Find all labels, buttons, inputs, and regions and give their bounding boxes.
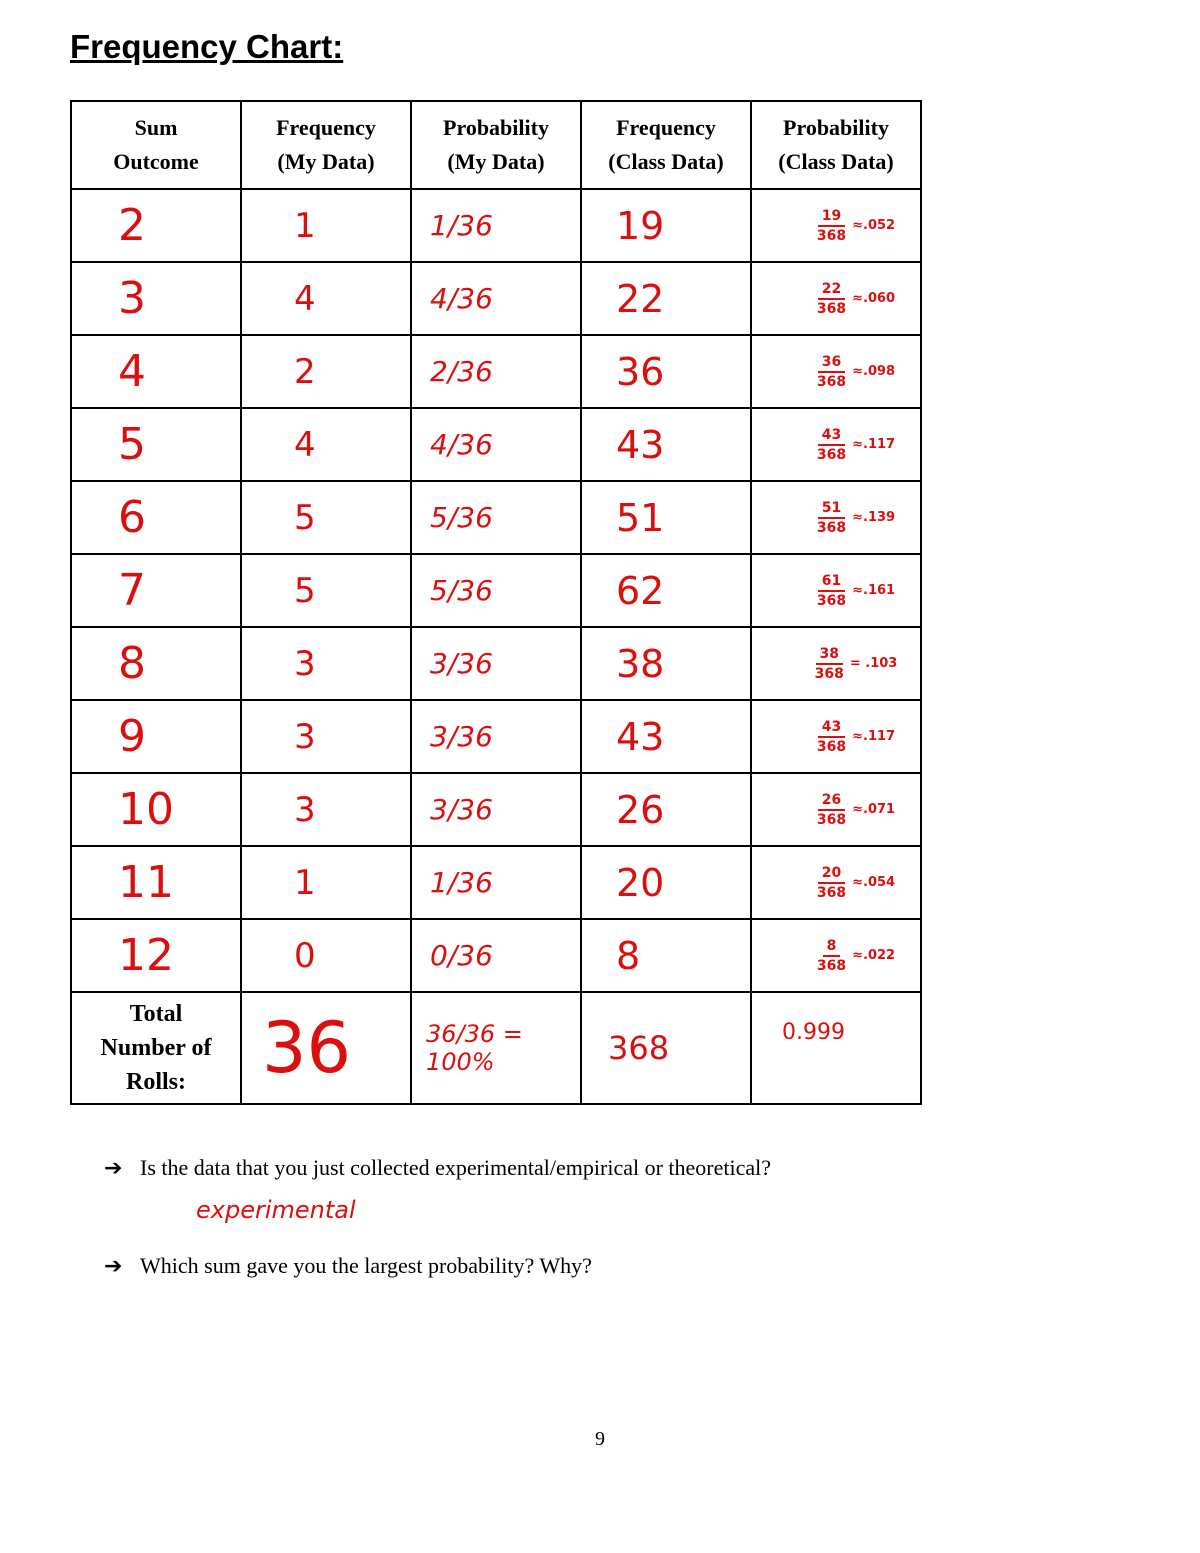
total-frequency-my-data: [241, 992, 411, 1104]
fraction-denominator: 368: [814, 665, 844, 682]
handwritten-answer: experimental: [196, 1196, 356, 1224]
arrow-icon: ➔: [104, 1253, 123, 1278]
fraction-numerator: 43: [818, 718, 845, 738]
fraction-numerator: 8: [823, 937, 841, 957]
handwritten-value: 19: [616, 203, 665, 248]
approx-value: = .103: [849, 656, 898, 671]
table-row: [71, 773, 921, 846]
table-row: [71, 335, 921, 408]
probability-class-cell: [751, 189, 921, 262]
handwritten-value: 12: [118, 930, 174, 981]
arrow-icon: ➔: [104, 1155, 123, 1180]
fraction-denominator: 368: [816, 446, 847, 463]
fraction-numerator: 43: [818, 426, 845, 446]
fraction-numerator: 51: [818, 499, 845, 519]
probability-my-cell: [411, 408, 581, 481]
fraction: [817, 864, 846, 902]
probability-my-cell: [411, 627, 581, 700]
fraction-denominator: 368: [816, 884, 847, 901]
handwritten-value: 5/36: [430, 501, 493, 534]
sum-outcome-cell: [71, 773, 241, 846]
handwritten-value: 36: [616, 349, 665, 394]
total-label-cell: [71, 992, 241, 1104]
frequency-class-cell: [581, 481, 751, 554]
table-row: [71, 627, 921, 700]
table-row: [71, 189, 921, 262]
handwritten-value: 4: [294, 278, 316, 319]
handwritten-value: 8: [616, 933, 641, 978]
fraction: [817, 353, 846, 391]
handwritten-value: 4/36: [430, 428, 493, 461]
handwritten-value: 1: [294, 205, 316, 246]
frequency-my-cell: [241, 700, 411, 773]
handwritten-value: 3: [294, 789, 316, 830]
frequency-class-cell: [581, 335, 751, 408]
handwritten-value: 1/36: [430, 209, 493, 242]
handwritten-value: 43: [616, 422, 665, 467]
fraction-denominator: 368: [816, 738, 847, 755]
fraction-numerator: 22: [818, 280, 845, 300]
fraction-numerator: 38: [816, 645, 843, 665]
header-line: Frequency: [616, 115, 716, 140]
probability-class-cell: [751, 773, 921, 846]
fraction: [817, 280, 846, 318]
handwritten-value: 5: [294, 497, 316, 538]
handwritten-value: 3/36: [430, 793, 493, 826]
handwritten-value: 6: [118, 492, 146, 543]
handwritten-value: 36: [262, 1007, 352, 1089]
header-row: [71, 101, 921, 189]
handwritten-value: 5: [294, 570, 316, 611]
sum-outcome-cell: [71, 481, 241, 554]
handwritten-value: 7: [118, 565, 146, 616]
question-text: Is the data that you just collected experimental/empirical or theoretical?: [140, 1155, 772, 1180]
frequency-my-cell: [241, 408, 411, 481]
table-row: [71, 846, 921, 919]
frequency-table: [70, 100, 922, 1105]
handwritten-value: 368: [608, 1029, 670, 1067]
probability-my-cell: [411, 189, 581, 262]
approx-value: ≈.161: [852, 583, 896, 598]
handwritten-value: 22: [616, 276, 665, 321]
approx-value: ≈.022: [852, 948, 896, 963]
frequency-class-cell: [581, 919, 751, 992]
probability-my-cell: [411, 262, 581, 335]
handwritten-value: 11: [118, 857, 174, 908]
handwritten-value: 8: [118, 638, 146, 689]
frequency-class-cell: [581, 627, 751, 700]
question-2: [104, 1253, 592, 1279]
sum-outcome-cell: [71, 189, 241, 262]
sum-outcome-cell: [71, 919, 241, 992]
handwritten-value: 4: [118, 346, 146, 397]
handwritten-value: 9: [118, 711, 146, 762]
table-row: [71, 700, 921, 773]
fraction: [817, 572, 846, 610]
probability-class-cell: [751, 700, 921, 773]
probability-class-cell: [751, 627, 921, 700]
probability-my-cell: [411, 773, 581, 846]
frequency-my-cell: [241, 481, 411, 554]
handwritten-value: 2: [294, 351, 316, 392]
fraction: [815, 645, 844, 683]
fraction: [817, 426, 846, 464]
total-probability-class-data: [751, 992, 921, 1104]
header-probability-class-data: [751, 101, 921, 189]
probability-class-cell: [751, 408, 921, 481]
header-line: Probability: [783, 115, 889, 140]
probability-class-cell: [751, 335, 921, 408]
handwritten-value: 3: [294, 643, 316, 684]
frequency-my-cell: [241, 846, 411, 919]
handwritten-value: 3: [294, 716, 316, 757]
fraction-denominator: 368: [816, 957, 847, 974]
fraction-denominator: 368: [816, 811, 847, 828]
total-row: [71, 992, 921, 1104]
approx-value: ≈.054: [852, 875, 896, 890]
frequency-my-cell: [241, 773, 411, 846]
handwritten-value: 51: [616, 495, 665, 540]
header-sum-outcome: [71, 101, 241, 189]
fraction: [817, 937, 846, 975]
probability-class-cell: [751, 262, 921, 335]
sum-outcome-cell: [71, 262, 241, 335]
frequency-my-cell: [241, 262, 411, 335]
table-row: [71, 408, 921, 481]
fraction-numerator: 36: [818, 353, 845, 373]
handwritten-value: 62: [616, 568, 665, 613]
handwritten-value: 5: [118, 419, 146, 470]
sum-outcome-cell: [71, 408, 241, 481]
handwritten-value: 4/36: [430, 282, 493, 315]
approx-value: ≈.071: [852, 802, 896, 817]
fraction: [817, 499, 846, 537]
probability-my-cell: [411, 481, 581, 554]
sum-outcome-cell: [71, 554, 241, 627]
total-label-line: Rolls:: [126, 1069, 186, 1095]
total-frequency-class-data: [581, 992, 751, 1104]
approx-value: ≈.117: [852, 729, 896, 744]
approx-value: ≈.098: [852, 364, 896, 379]
sum-outcome-cell: [71, 846, 241, 919]
header-line: (Class Data): [608, 149, 724, 174]
header-line: Frequency: [276, 115, 376, 140]
frequency-class-cell: [581, 773, 751, 846]
frequency-class-cell: [581, 262, 751, 335]
probability-my-cell: [411, 335, 581, 408]
header-frequency-my-data: [241, 101, 411, 189]
handwritten-value: 5/36: [430, 574, 493, 607]
handwritten-value: 0/36: [430, 939, 493, 972]
page-title: Frequency Chart:: [70, 28, 344, 65]
frequency-class-cell: [581, 554, 751, 627]
total-label-line: Number of: [100, 1035, 212, 1061]
fraction-numerator: 19: [818, 207, 845, 227]
header-line: (My Data): [447, 149, 545, 174]
probability-class-cell: [751, 554, 921, 627]
frequency-class-cell: [581, 189, 751, 262]
fraction-denominator: 368: [816, 227, 847, 244]
probability-my-cell: [411, 554, 581, 627]
frequency-my-cell: [241, 189, 411, 262]
handwritten-value: 10: [118, 784, 174, 835]
handwritten-value: 3/36: [430, 720, 493, 753]
probability-my-cell: [411, 846, 581, 919]
handwritten-value: 36/36 = 100%: [426, 1020, 523, 1076]
header-line: Outcome: [113, 149, 199, 174]
handwritten-value: 2: [118, 200, 146, 251]
handwritten-value: 4: [294, 424, 316, 465]
fraction: [817, 207, 846, 245]
handwritten-value: 1/36: [430, 866, 493, 899]
fraction-denominator: 368: [816, 592, 847, 609]
table-row: [71, 919, 921, 992]
probability-class-cell: [751, 481, 921, 554]
header-frequency-class-data: [581, 101, 751, 189]
table-row: [71, 554, 921, 627]
fraction-numerator: 20: [818, 864, 845, 884]
table-row: [71, 262, 921, 335]
handwritten-value: 20: [616, 860, 665, 905]
frequency-my-cell: [241, 554, 411, 627]
frequency-my-cell: [241, 335, 411, 408]
fraction-denominator: 368: [816, 373, 847, 390]
handwritten-value: 38: [616, 641, 665, 686]
probability-class-cell: [751, 846, 921, 919]
frequency-class-cell: [581, 700, 751, 773]
handwritten-value: 0.999: [782, 1020, 845, 1045]
handwritten-value: 2/36: [430, 355, 493, 388]
fraction-denominator: 368: [816, 300, 847, 317]
handwritten-value: 43: [616, 714, 665, 759]
handwritten-value: 0: [294, 935, 316, 976]
question-text: Which sum gave you the largest probability? Why?: [140, 1253, 592, 1278]
header-line: Sum: [134, 115, 178, 140]
total-probability-my-data: [411, 992, 581, 1104]
handwritten-value: 1: [294, 862, 316, 903]
question-1: [104, 1155, 771, 1181]
fraction: [817, 791, 846, 829]
table-row: [71, 481, 921, 554]
approx-value: ≈.139: [852, 510, 896, 525]
fraction-numerator: 26: [818, 791, 845, 811]
approx-value: ≈.052: [852, 218, 896, 233]
handwritten-value: 3: [118, 273, 146, 324]
header-line: (My Data): [277, 149, 375, 174]
header-line: Probability: [443, 115, 549, 140]
frequency-my-cell: [241, 627, 411, 700]
fraction-denominator: 368: [816, 519, 847, 536]
frequency-class-cell: [581, 846, 751, 919]
total-label-line: Total: [129, 1001, 183, 1027]
probability-class-cell: [751, 919, 921, 992]
frequency-my-cell: [241, 919, 411, 992]
sum-outcome-cell: [71, 627, 241, 700]
frequency-class-cell: [581, 408, 751, 481]
approx-value: ≈.060: [852, 291, 896, 306]
sum-outcome-cell: [71, 700, 241, 773]
probability-my-cell: [411, 919, 581, 992]
sum-outcome-cell: [71, 335, 241, 408]
page-number: 9: [595, 1428, 605, 1450]
approx-value: ≈.117: [852, 437, 896, 452]
header-probability-my-data: [411, 101, 581, 189]
fraction-numerator: 61: [818, 572, 845, 592]
fraction: [817, 718, 846, 756]
header-line: (Class Data): [778, 149, 894, 174]
handwritten-value: 3/36: [430, 647, 493, 680]
handwritten-value: 26: [616, 787, 665, 832]
probability-my-cell: [411, 700, 581, 773]
